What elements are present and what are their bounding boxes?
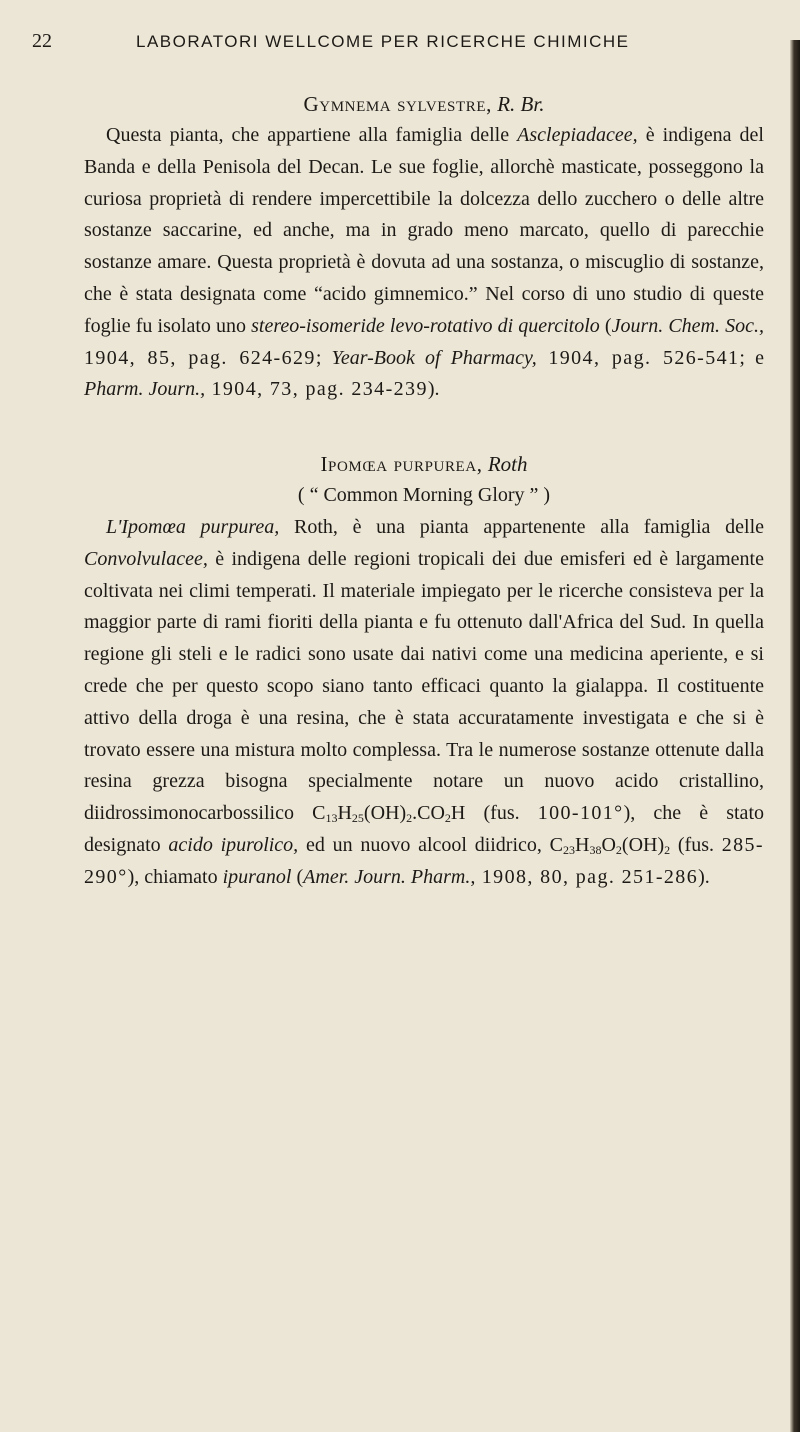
formula-subscript: 23 [563,842,575,857]
family-name: Asclepiadacee, [517,124,638,146]
reference-pages: pag. 526-541 [600,346,740,369]
text-run: ). [698,865,710,888]
melting-point: 285-290° [84,833,764,888]
text-run: è indigena del Banda e della Penisola del Decan. Le sue foglie, allorchè masticate, posseggono la curiosa proprietà di rendere impercettibile la dolcezza dello zucchero o delle altre sostanze saccarine, ed anche, ma in grado meno marcato, quello di parecchie sostanze amare. Questa proprietà è dovuta ad una sostanza, o miscuglio di sostanze, che è stata designata come “acido gimnemico.” Nel corso di uno studio di queste foglie fu isolato uno [84,124,764,337]
page-number: 22 [32,30,52,52]
formula-subscript: 2 [406,811,413,826]
heading-author: R. Br. [497,92,545,116]
formula-part: (OH) [621,833,665,856]
reference-data: 1904, 85, [84,346,177,369]
reference-data: 1908, 80, [475,865,570,888]
formula-part: .CO [412,802,445,825]
text-run: ), che è stato designato [84,802,764,856]
melting-point: 100-101° [537,802,624,825]
section-gap [84,406,764,448]
formula-subscript: 2 [664,842,671,857]
reference-journal: Pharm. Journ., [84,378,206,401]
chemical-formula-ipuranol [550,834,670,856]
section-subheading-common-name: ( “ Common Morning Glory ” ) [297,484,551,507]
reference-journal: Year-Book of Pharmacy, [331,346,537,369]
reference-journal: Amer. Journ. Pharm., [303,865,476,888]
formula-part: H [337,802,352,825]
paragraph-gymnema [84,120,764,406]
reference-pages: pag. 624-629 [176,346,316,369]
page-edge-shadow [790,40,800,1432]
text-run: (fus. [465,802,538,825]
heading-species-name: Gymnema sylvestre, [303,92,492,116]
formula-part: H [450,802,466,825]
reference-data: 1904, [536,346,601,369]
section-heading-gymnema [84,88,764,120]
formula-part: C [312,802,326,825]
reference-pages: pag. 251-286 [569,865,699,888]
running-title: LABORATORI WELLCOME PER RICERCHE CHIMICHE [136,32,630,51]
formula-subscript: 2 [615,842,622,857]
text-run: ; [315,346,332,369]
text-run: ; e [739,346,764,369]
heading-species-name: Ipomœa purpurea, [320,452,483,477]
text-run: Questa pianta, che appartiene alla famiglia delle [106,124,518,146]
acid-name: acido ipurolico, [168,833,299,856]
paragraph-ipomoea [84,512,764,894]
text-run: ed un nuovo alcool diidrico, [298,833,550,856]
species-name: L'Ipomœa purpurea, [106,515,280,538]
reference-journal: Journ. Chem. Soc., [611,314,765,337]
heading-author: Roth [487,452,528,477]
formula-part: H [575,833,590,856]
reference-data: 1904, 73, [205,378,300,401]
text-run: ( [291,865,304,888]
formula-part: (OH) [363,802,407,825]
formula-subscript: 13 [325,811,338,826]
formula-part: C [549,833,563,856]
text-run: ), chiamato [127,865,223,888]
text-run: ). [427,378,440,401]
family-name: Convolvulacee, [84,547,208,570]
chemical-formula-ipurolic [312,802,465,824]
page-body [84,88,764,894]
text-run: Roth, è una pianta appartenente alla famiglia delle [279,515,764,538]
running-header [0,28,800,58]
formula-subscript: 25 [351,811,364,826]
formula-subscript: 38 [589,842,602,857]
alcohol-name: ipuranol [222,865,292,888]
formula-subscript: 2 [444,811,451,826]
text-run: (fus. [670,833,722,856]
reference-pages: pag. 234-239 [299,378,428,401]
compound-name: stereo-isomeride levo-rotativo di quercitolo [251,314,600,337]
text-run: è indigena delle regioni tropicali dei due emisferi ed è largamente coltivata nei climi temperati. Il materiale impiegato per le ricerche consisteva per la maggior parte di rami fioriti della pianta e fu ottenuto dall'Africa del Sud. In quella regione gli steli e le radici sono usate dai nativi come una medicina aperiente, e si crede che per questo scopo siano tanto efficaci quanto la gialappa. Il costituente attivo della droga è una resina, che è stata accuratamente investigata e che si è trovato essere una mistura molto complessa. Tra le numerose sostanze ottenute dalla resina grezza bisogna specialmente notare un nuovo acido cristallino, diidrossimonocarbossilico [84,547,764,825]
formula-part: O [601,833,616,856]
text-run: ( [599,314,612,337]
section-heading-ipomoea [84,448,764,480]
